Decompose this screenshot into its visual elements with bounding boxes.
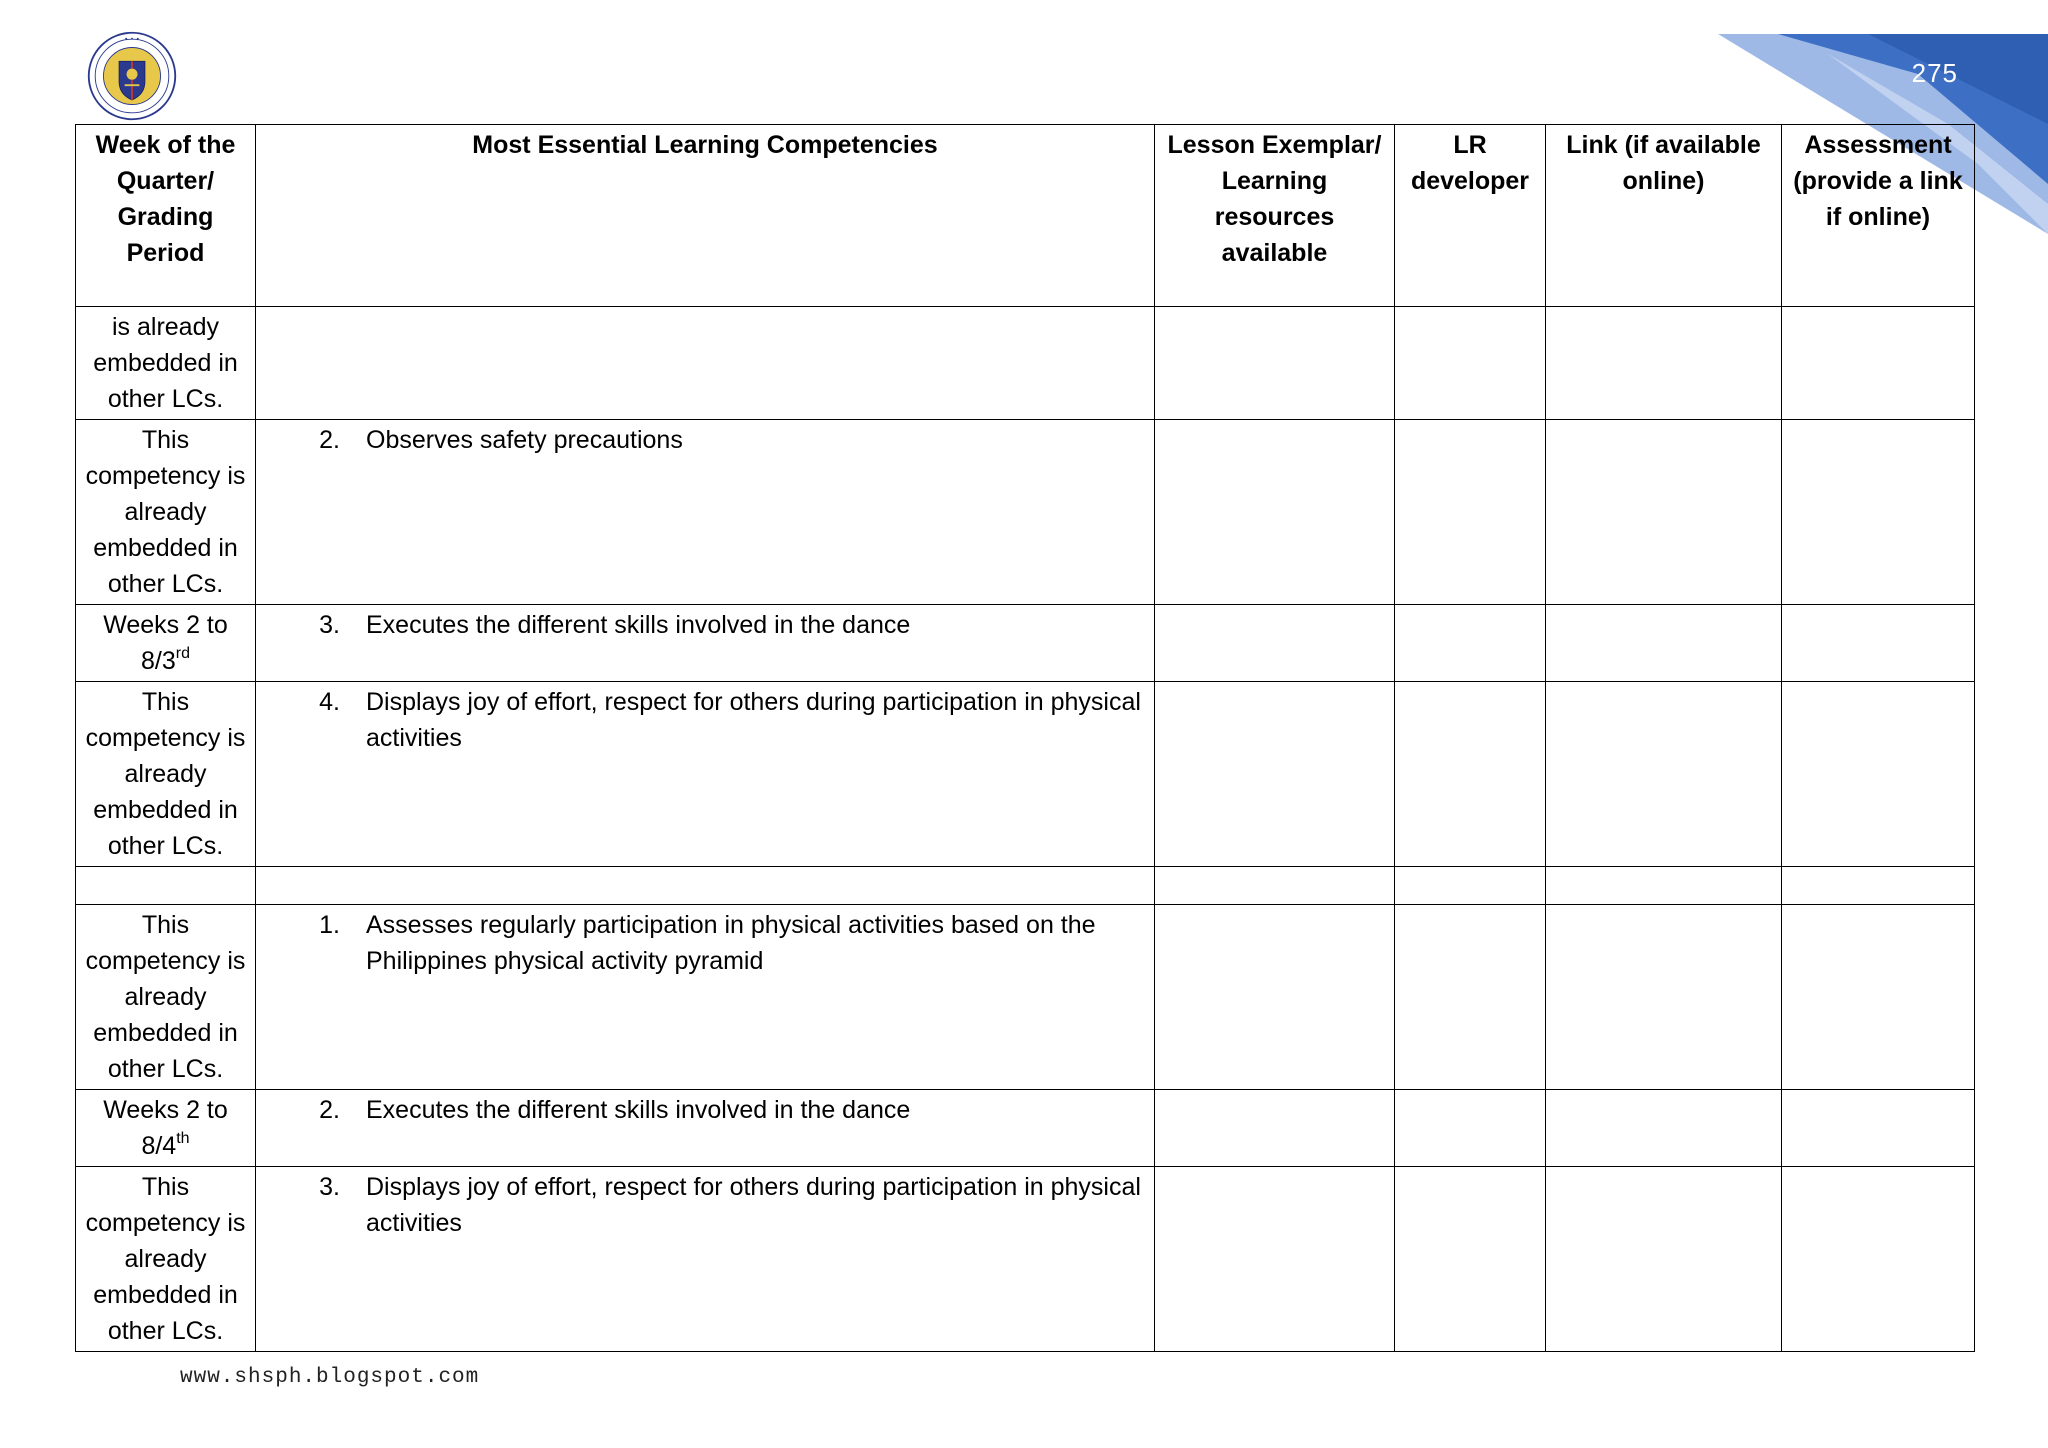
competency-number: 1. bbox=[319, 911, 340, 939]
week-cell: This competency is already embedded in other LCs. bbox=[76, 1167, 256, 1352]
empty-cell bbox=[1782, 605, 1975, 682]
competency-number: 2. bbox=[319, 426, 340, 454]
competency-number: 3. bbox=[319, 1173, 340, 1201]
competency-cell bbox=[256, 307, 1155, 420]
deped-seal-logo bbox=[86, 30, 178, 122]
header-row bbox=[76, 125, 1975, 307]
svg-text:• • •: • • • bbox=[124, 35, 140, 44]
page-number: 275 bbox=[1911, 58, 1958, 88]
melc-table bbox=[75, 124, 1975, 1352]
competency-cell bbox=[256, 682, 1155, 867]
table-row bbox=[76, 682, 1975, 867]
header-assessment: Assessment (provide a link if online) bbox=[1782, 125, 1975, 307]
week-cell: is already embedded in other LCs. bbox=[76, 307, 256, 420]
week-cell bbox=[76, 867, 256, 905]
competency-number: 2. bbox=[319, 1096, 340, 1124]
empty-cell bbox=[1546, 682, 1782, 867]
empty-cell bbox=[1546, 420, 1782, 605]
empty-cell bbox=[1546, 307, 1782, 420]
empty-cell bbox=[1782, 420, 1975, 605]
empty-cell bbox=[1395, 682, 1546, 867]
header-lesson-exemplar: Lesson Exemplar/ Learning resources available bbox=[1155, 125, 1395, 307]
empty-cell bbox=[1782, 682, 1975, 867]
empty-cell bbox=[1782, 307, 1975, 420]
empty-cell bbox=[1395, 605, 1546, 682]
competency-text: Executes the different skills involved in the dance bbox=[366, 611, 911, 639]
competency-cell bbox=[256, 420, 1155, 605]
empty-cell bbox=[1395, 905, 1546, 1090]
competency-cell bbox=[256, 867, 1155, 905]
empty-cell bbox=[1546, 867, 1782, 905]
table-row bbox=[76, 867, 1975, 905]
footer-url: www.shsph.blogspot.com bbox=[180, 1366, 480, 1389]
competency-number: 3. bbox=[319, 611, 340, 639]
empty-cell bbox=[1155, 420, 1395, 605]
week-cell bbox=[76, 605, 256, 682]
empty-cell bbox=[1546, 1167, 1782, 1352]
header-link: Link (if available online) bbox=[1546, 125, 1782, 307]
empty-cell bbox=[1155, 867, 1395, 905]
empty-cell bbox=[1395, 1090, 1546, 1167]
competency-cell bbox=[256, 905, 1155, 1090]
competency-text: Observes safety precautions bbox=[366, 426, 683, 454]
week-text: Weeks 2 to 8/3 bbox=[103, 611, 228, 675]
empty-cell bbox=[1395, 307, 1546, 420]
table-row bbox=[76, 307, 1975, 420]
competency-cell bbox=[256, 1167, 1155, 1352]
header-week: Week of the Quarter/ Grading Period bbox=[76, 125, 256, 307]
competency-text: Displays joy of effort, respect for others during participation in physical activities bbox=[366, 688, 1141, 752]
table-row bbox=[76, 1167, 1975, 1352]
week-cell bbox=[76, 1090, 256, 1167]
competency-cell bbox=[256, 605, 1155, 682]
header-competencies: Most Essential Learning Competencies bbox=[256, 125, 1155, 307]
empty-cell bbox=[1155, 1167, 1395, 1352]
ordinal-suffix: th bbox=[176, 1129, 190, 1147]
table-row bbox=[76, 605, 1975, 682]
competency-number: 4. bbox=[319, 688, 340, 716]
empty-cell bbox=[1782, 1090, 1975, 1167]
empty-cell bbox=[1155, 307, 1395, 420]
empty-cell bbox=[1155, 905, 1395, 1090]
empty-cell bbox=[1782, 867, 1975, 905]
header-lr-developer: LR developer bbox=[1395, 125, 1546, 307]
empty-cell bbox=[1395, 1167, 1546, 1352]
empty-cell bbox=[1546, 1090, 1782, 1167]
ordinal-suffix: rd bbox=[175, 644, 190, 662]
empty-cell bbox=[1782, 1167, 1975, 1352]
competency-text: Displays joy of effort, respect for others during participation in physical activities bbox=[366, 1173, 1141, 1237]
competency-text: Executes the different skills involved in the dance bbox=[366, 1096, 911, 1124]
week-cell: This competency is already embedded in other LCs. bbox=[76, 420, 256, 605]
table-row bbox=[76, 905, 1975, 1090]
empty-cell bbox=[1155, 1090, 1395, 1167]
empty-cell bbox=[1546, 605, 1782, 682]
empty-cell bbox=[1395, 420, 1546, 605]
table-row bbox=[76, 420, 1975, 605]
week-cell: This competency is already embedded in other LCs. bbox=[76, 905, 256, 1090]
empty-cell bbox=[1782, 905, 1975, 1090]
competency-cell bbox=[256, 1090, 1155, 1167]
week-cell: This competency is already embedded in other LCs. bbox=[76, 682, 256, 867]
competency-text: Assesses regularly participation in physical activities based on the Philippines physical activity pyramid bbox=[366, 911, 1096, 975]
empty-cell bbox=[1155, 605, 1395, 682]
table-row bbox=[76, 1090, 1975, 1167]
empty-cell bbox=[1546, 905, 1782, 1090]
empty-cell bbox=[1395, 867, 1546, 905]
empty-cell bbox=[1155, 682, 1395, 867]
week-text: Weeks 2 to 8/4 bbox=[103, 1096, 228, 1160]
